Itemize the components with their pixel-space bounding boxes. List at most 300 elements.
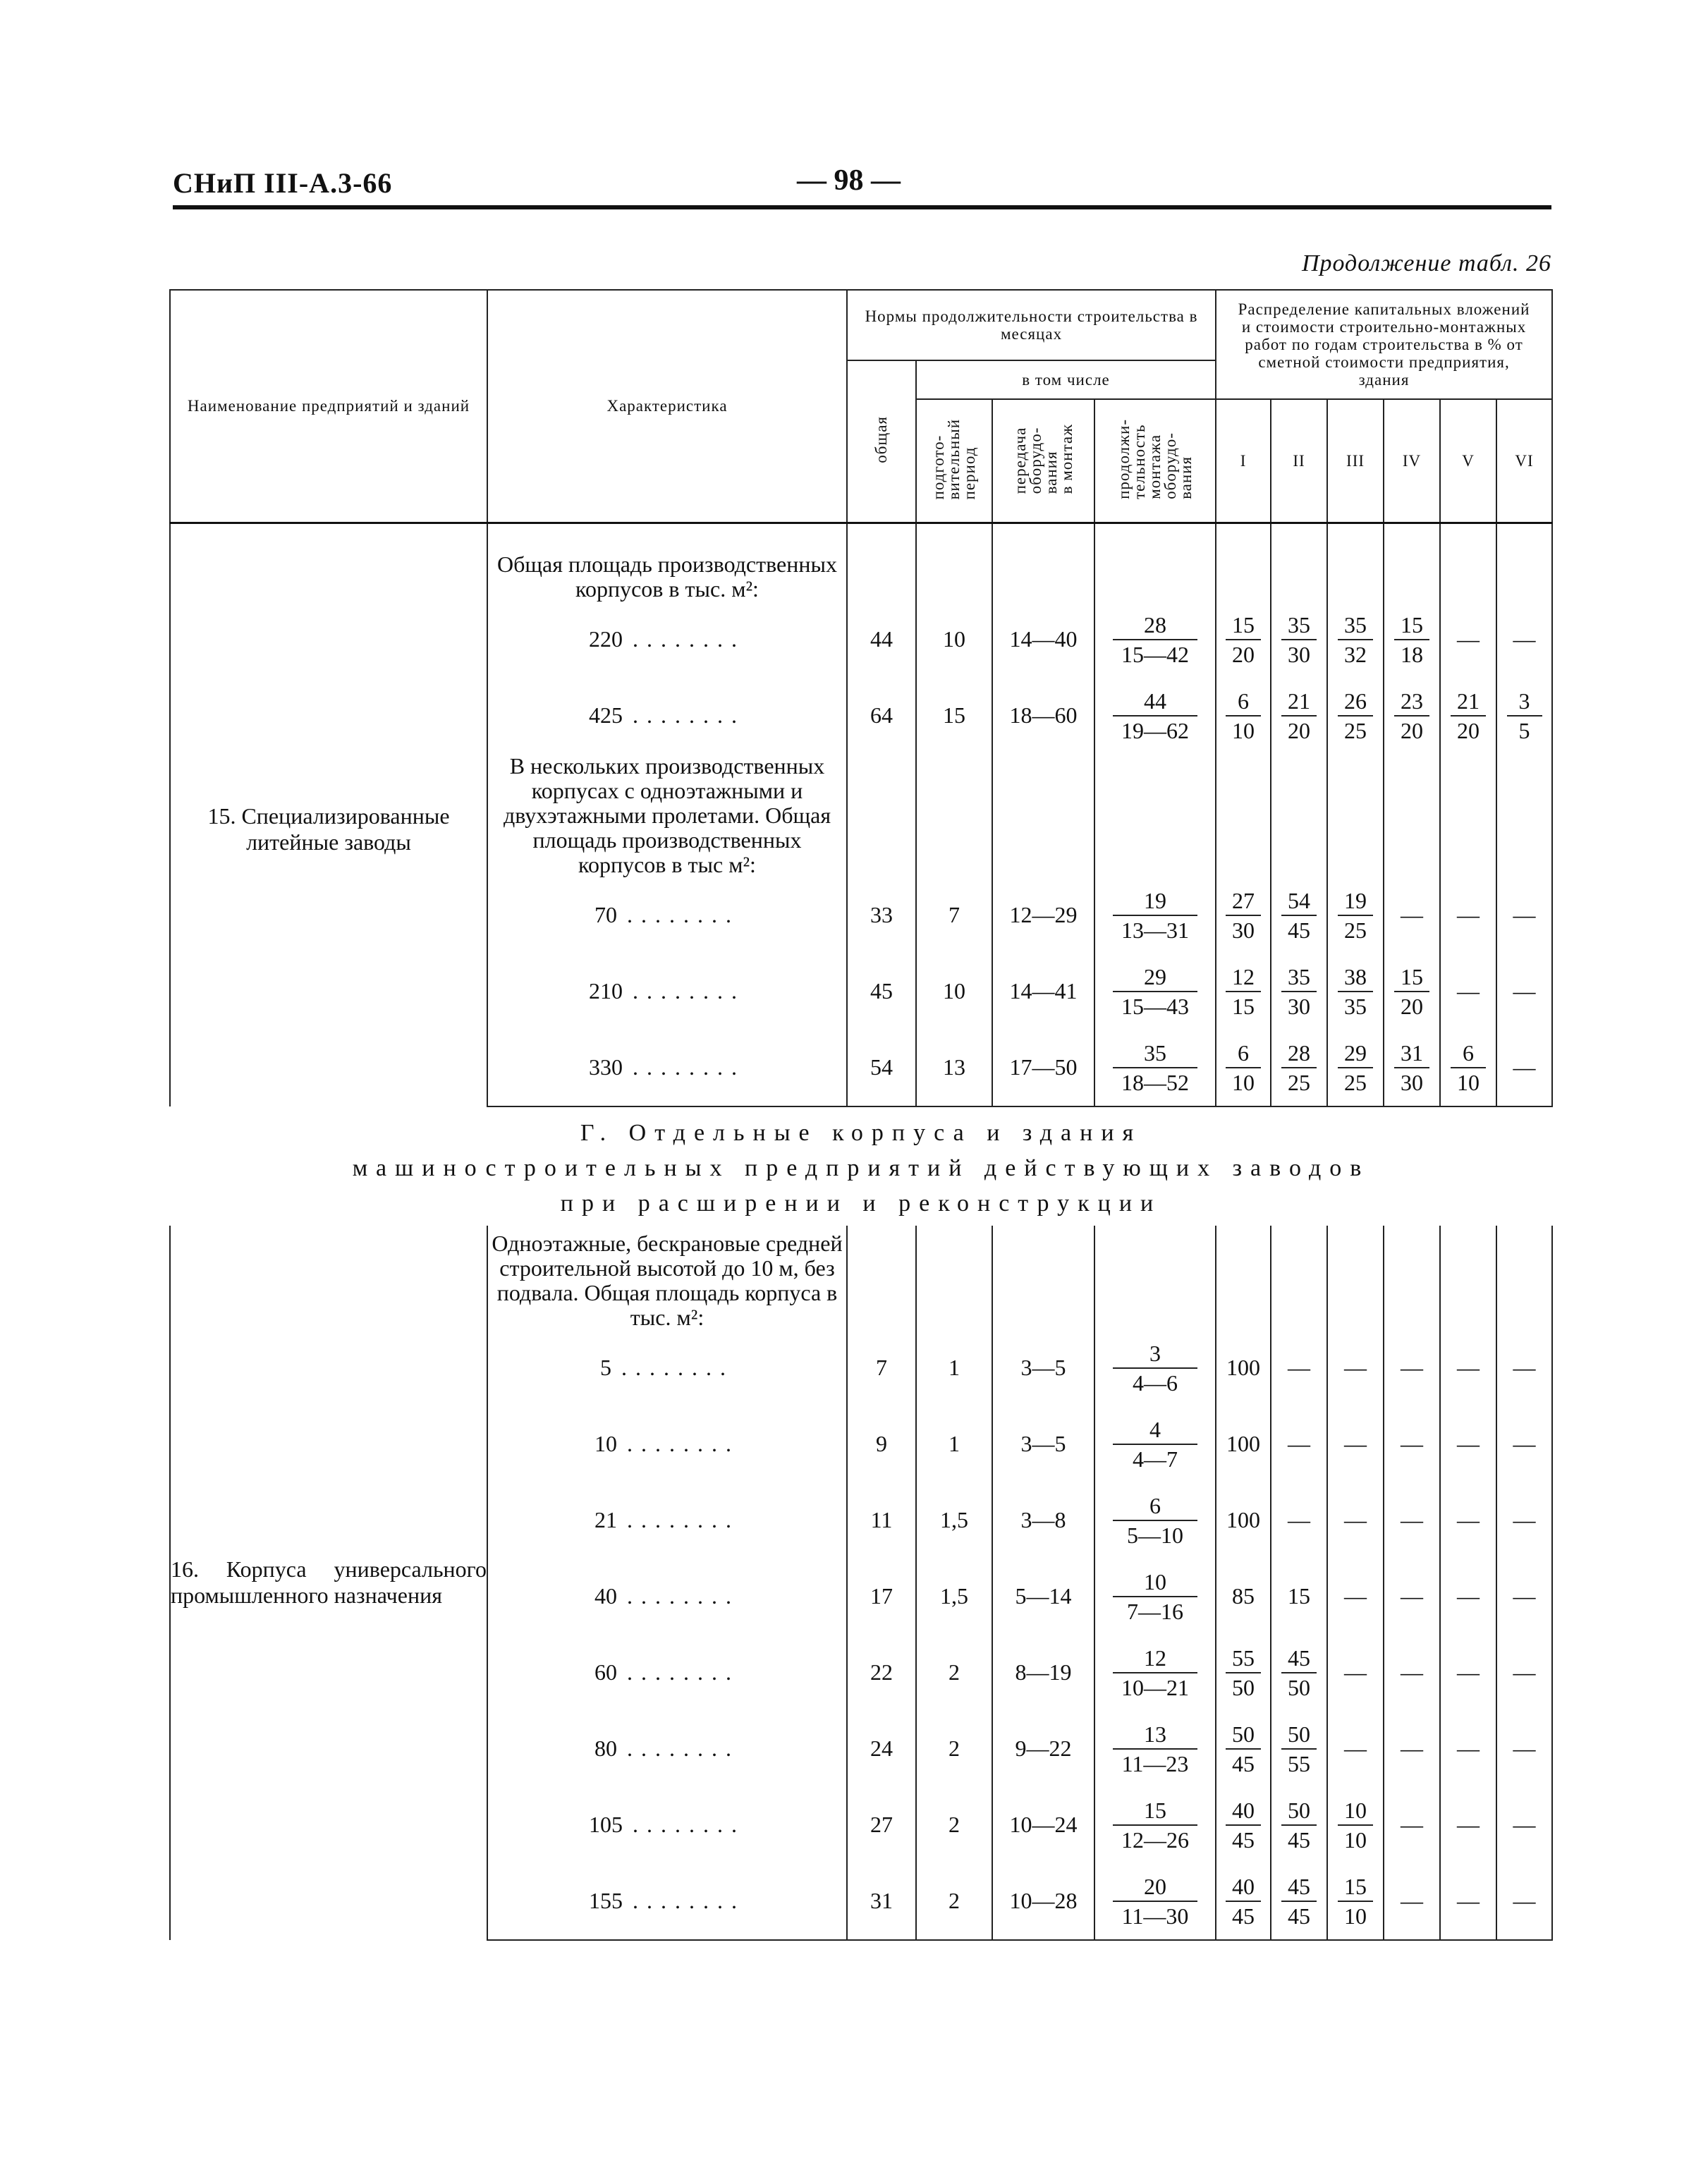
year-3-fraction-denominator: 25: [1344, 917, 1367, 943]
duration-cell: [1094, 1030, 1216, 1106]
document-code: СНиП III-А.3-66: [173, 167, 393, 199]
year-3-fraction-denominator: 10: [1344, 1826, 1367, 1853]
empty-cell: [1496, 523, 1552, 552]
duration-cell: [1094, 602, 1216, 678]
year-2-fraction-numerator: 50: [1281, 1796, 1317, 1826]
year-3-cell: —: [1327, 1559, 1384, 1635]
empty-cell: [1094, 1226, 1216, 1330]
year-6-cell: —: [1496, 953, 1552, 1030]
transfer-cell: 5—14: [992, 1559, 1094, 1635]
year-2-fraction: [1281, 1872, 1317, 1930]
year-5-cell: [1440, 678, 1496, 754]
year-6-cell: [1496, 678, 1552, 754]
year-4-cell: [1384, 602, 1440, 678]
col-header-duration: продолжи- тельность монтажа оборудо- вания: [1094, 399, 1216, 523]
year-5-cell: —: [1440, 1330, 1496, 1406]
year-1-fraction-denominator: 45: [1232, 1826, 1255, 1853]
transfer-cell: 8—19: [992, 1635, 1094, 1711]
year-4-fraction: [1394, 611, 1429, 669]
prep-cell: 10: [916, 953, 992, 1030]
prep-cell: 13: [916, 1030, 992, 1106]
year-4-cell: —: [1384, 1482, 1440, 1559]
transfer-cell: 3—5: [992, 1406, 1094, 1482]
empty-cell: [1094, 523, 1216, 552]
prep-cell: 1,5: [916, 1559, 992, 1635]
duration-fraction-denominator: 11—23: [1121, 1750, 1189, 1776]
transfer-cell: 10—28: [992, 1863, 1094, 1940]
section-g: [170, 1106, 1552, 1226]
section-g-line-3: при расширении и реконструкции: [560, 1190, 1162, 1216]
transfer-cell: 18—60: [992, 678, 1094, 754]
col-header-year-5: V: [1440, 399, 1496, 523]
prep-cell: 1,5: [916, 1482, 992, 1559]
duration-fraction-numerator: 35: [1113, 1039, 1197, 1068]
year-1-cell: [1216, 877, 1271, 953]
duration-fraction: [1113, 1039, 1197, 1097]
year-2-fraction-numerator: 21: [1281, 687, 1317, 716]
empty-cell: [487, 523, 847, 552]
year-6-cell: —: [1496, 1030, 1552, 1106]
table-header: [170, 290, 1552, 523]
year-3-fraction-denominator: 25: [1344, 1069, 1367, 1095]
year-1-cell: 85: [1216, 1559, 1271, 1635]
year-4-cell: —: [1384, 1711, 1440, 1787]
year-1-fraction: [1226, 886, 1261, 944]
prep-cell: 10: [916, 602, 992, 678]
year-1-fraction-numerator: 6: [1226, 687, 1261, 716]
total-cell: 44: [847, 602, 916, 678]
empty-cell: [1496, 1226, 1552, 1330]
year-1-fraction: [1226, 1872, 1261, 1930]
area-value: 60: [594, 1659, 617, 1685]
year-3-cell: [1327, 678, 1384, 754]
year-1-fraction: [1226, 687, 1261, 745]
duration-cell: [1094, 1406, 1216, 1482]
col-header-year-6: VI: [1496, 399, 1552, 523]
total-cell: 22: [847, 1635, 916, 1711]
leader-dots: ........: [627, 1583, 740, 1609]
total-cell: 33: [847, 877, 916, 953]
year-3-fraction-numerator: 35: [1338, 611, 1373, 640]
col-header-characteristic: Характеристика: [487, 290, 847, 523]
duration-fraction-numerator: 28: [1113, 611, 1197, 640]
transfer-cell: 10—24: [992, 1787, 1094, 1863]
duration-fraction-numerator: 13: [1113, 1720, 1197, 1750]
year-4-cell: —: [1384, 1863, 1440, 1940]
empty-cell: [1271, 523, 1327, 552]
year-2-fraction: [1281, 963, 1317, 1020]
empty-cell: [1271, 552, 1327, 602]
col-header-year-2: II: [1271, 399, 1327, 523]
year-2-fraction-denominator: 45: [1288, 1903, 1311, 1929]
empty-cell: [1384, 754, 1440, 877]
duration-cell: [1094, 1863, 1216, 1940]
year-1-fraction: [1226, 1720, 1261, 1778]
leader-dots: ........: [633, 1054, 745, 1080]
year-2-cell: —: [1271, 1406, 1327, 1482]
duration-cell: [1094, 1482, 1216, 1559]
empty-cell: [1094, 552, 1216, 602]
item-15-name-text: 15. Специализированные литейные заводы: [207, 803, 450, 855]
area-cell: [487, 1635, 847, 1711]
year-6-cell: —: [1496, 1787, 1552, 1863]
leader-dots: ........: [621, 1355, 734, 1380]
year-4-cell: —: [1384, 1559, 1440, 1635]
year-1-fraction: [1226, 611, 1261, 669]
year-5-fraction-numerator: 21: [1451, 687, 1486, 716]
year-2-fraction: [1281, 611, 1317, 669]
year-1-fraction-numerator: 50: [1226, 1720, 1261, 1750]
year-2-fraction: [1281, 1039, 1317, 1097]
area-cell: [487, 1711, 847, 1787]
year-2-fraction-numerator: 45: [1281, 1644, 1317, 1673]
leader-dots: ........: [633, 1888, 745, 1913]
header-rule: [173, 205, 1551, 209]
year-4-cell: —: [1384, 1635, 1440, 1711]
year-1-fraction-denominator: 20: [1232, 641, 1255, 667]
total-cell: 27: [847, 1787, 916, 1863]
year-1-fraction-numerator: 55: [1226, 1644, 1261, 1673]
year-2-fraction-denominator: 45: [1288, 917, 1311, 943]
empty-cell: [916, 523, 992, 552]
year-1-fraction: [1226, 1644, 1261, 1702]
year-3-cell: —: [1327, 1635, 1384, 1711]
area-value: 425: [589, 702, 623, 728]
empty-cell: [1094, 754, 1216, 877]
year-4-cell: —: [1384, 1787, 1440, 1863]
year-2-fraction: [1281, 1644, 1317, 1702]
area-cell: [487, 877, 847, 953]
year-6-cell: —: [1496, 1482, 1552, 1559]
year-6-cell: —: [1496, 1863, 1552, 1940]
empty-cell: [1440, 754, 1496, 877]
year-1-cell: 100: [1216, 1406, 1271, 1482]
year-1-cell: [1216, 678, 1271, 754]
year-3-fraction-denominator: 10: [1344, 1903, 1367, 1929]
year-3-fraction: [1338, 963, 1373, 1020]
empty-cell: [992, 523, 1094, 552]
year-1-fraction-denominator: 10: [1232, 717, 1255, 743]
duration-cell: [1094, 1711, 1216, 1787]
year-4-cell: [1384, 678, 1440, 754]
duration-fraction-denominator: 13—31: [1121, 917, 1190, 943]
duration-fraction-numerator: 12: [1113, 1644, 1197, 1673]
year-4-fraction-denominator: 20: [1401, 717, 1424, 743]
year-3-cell: —: [1327, 1406, 1384, 1482]
prep-cell: 15: [916, 678, 992, 754]
duration-fraction-denominator: 7—16: [1127, 1598, 1184, 1624]
year-2-cell: [1271, 1030, 1327, 1106]
year-1-fraction-denominator: 45: [1232, 1750, 1255, 1776]
total-cell: 31: [847, 1863, 916, 1940]
item-16-body: [170, 1226, 1552, 1940]
year-3-fraction-denominator: 25: [1344, 717, 1367, 743]
year-2-fraction-numerator: 54: [1281, 886, 1317, 916]
year-4-fraction-denominator: 30: [1401, 1069, 1424, 1095]
year-1-fraction-denominator: 50: [1232, 1674, 1255, 1700]
col-header-norms: Нормы продолжительности строительства в месяцах: [847, 290, 1216, 360]
year-5-cell: —: [1440, 1559, 1496, 1635]
year-2-cell: [1271, 1711, 1327, 1787]
duration-fraction-numerator: 19: [1113, 886, 1197, 916]
empty-cell: [1440, 552, 1496, 602]
area-value: 330: [589, 1054, 623, 1080]
year-1-cell: [1216, 602, 1271, 678]
year-3-cell: [1327, 1030, 1384, 1106]
year-2-fraction-denominator: 20: [1288, 717, 1311, 743]
empty-cell: [1216, 523, 1271, 552]
year-1-cell: [1216, 1863, 1271, 1940]
year-6-fraction-denominator: 5: [1518, 717, 1530, 743]
year-1-fraction-numerator: 15: [1226, 611, 1261, 640]
year-4-fraction-numerator: 23: [1394, 687, 1429, 716]
year-2-cell: [1271, 877, 1327, 953]
item-16-name-text: 16. Корпуса универсального промышленного назначения: [171, 1556, 487, 1608]
area-cell: [487, 1787, 847, 1863]
transfer-cell: 9—22: [992, 1711, 1094, 1787]
empty-cell: [1327, 754, 1384, 877]
leader-dots: ........: [633, 626, 745, 652]
area-value: 105: [589, 1812, 623, 1837]
empty-cell: [1384, 523, 1440, 552]
empty-cell: [1440, 523, 1496, 552]
year-2-fraction-numerator: 35: [1281, 963, 1317, 992]
col-header-year-4: IV: [1384, 399, 1440, 523]
duration-fraction: [1113, 1720, 1197, 1778]
duration-cell: [1094, 1559, 1216, 1635]
page-number: — 98 —: [797, 164, 901, 197]
year-2-fraction: [1281, 687, 1317, 745]
duration-fraction-numerator: 15: [1113, 1796, 1197, 1826]
empty-cell: [1327, 552, 1384, 602]
area-cell: [487, 953, 847, 1030]
area-value: 70: [594, 902, 617, 927]
empty-cell: [847, 754, 916, 877]
item-15-intro-2: В нескольких производственных корпусах с одноэтажными и двухэтажными пролетами. Общая площадь производственных корпусов в тыс м²:: [487, 754, 847, 877]
area-cell: [487, 1559, 847, 1635]
area-value: 5: [600, 1355, 611, 1380]
duration-cell: [1094, 877, 1216, 953]
duration-fraction: [1113, 1872, 1197, 1930]
empty-cell: [1496, 552, 1552, 602]
year-4-fraction: [1394, 687, 1429, 745]
year-5-cell: —: [1440, 1635, 1496, 1711]
section-g-line-2: машиностроительных предприятий действующих заводов: [352, 1154, 1370, 1181]
year-2-fraction-denominator: 30: [1288, 993, 1311, 1019]
duration-fraction-numerator: 4: [1113, 1415, 1197, 1445]
year-3-fraction: [1338, 1872, 1373, 1930]
year-1-cell: 100: [1216, 1330, 1271, 1406]
year-1-fraction-numerator: 6: [1226, 1039, 1261, 1068]
total-cell: 45: [847, 953, 916, 1030]
duration-cell: [1094, 953, 1216, 1030]
year-2-fraction-numerator: 28: [1281, 1039, 1317, 1068]
year-3-cell: [1327, 953, 1384, 1030]
duration-fraction: [1113, 1492, 1197, 1549]
section-g-line-1: Г. Отдельные корпуса и здания: [580, 1119, 1142, 1146]
year-1-fraction-denominator: 15: [1232, 993, 1255, 1019]
year-3-fraction-denominator: 32: [1344, 641, 1367, 667]
empty-cell: [1216, 552, 1271, 602]
year-3-fraction-numerator: 19: [1338, 886, 1373, 916]
duration-fraction-numerator: 6: [1113, 1492, 1197, 1521]
year-1-cell: [1216, 1635, 1271, 1711]
year-3-fraction-numerator: 29: [1338, 1039, 1373, 1068]
item-16-intro: Одноэтажные, бескрановые средней строительной высотой до 10 м, без подвала. Общая площадь корпуса в тыс. м²:: [487, 1226, 847, 1330]
item-15-body: [170, 523, 1552, 1106]
year-5-cell: —: [1440, 953, 1496, 1030]
col-header-distribution: Распределение капитальных вложений и стоимости строительно-монтажных работ по годам строительства в % от сметной стоимости предприятия, здания: [1216, 290, 1552, 399]
year-4-cell: [1384, 953, 1440, 1030]
year-3-fraction: [1338, 1039, 1373, 1097]
duration-fraction-denominator: 12—26: [1121, 1826, 1190, 1853]
duration-fraction: [1113, 611, 1197, 669]
year-2-fraction-denominator: 30: [1288, 641, 1311, 667]
year-4-cell: —: [1384, 1330, 1440, 1406]
total-cell: 17: [847, 1559, 916, 1635]
area-value: 210: [589, 978, 623, 1004]
year-6-fraction: [1507, 687, 1542, 745]
area-cell: [487, 602, 847, 678]
year-3-fraction: [1338, 886, 1373, 944]
year-5-cell: —: [1440, 1787, 1496, 1863]
year-1-cell: [1216, 1030, 1271, 1106]
year-1-fraction-numerator: 40: [1226, 1796, 1261, 1826]
duration-fraction: [1113, 963, 1197, 1020]
duration-fraction: [1113, 1644, 1197, 1702]
empty-cell: [1327, 523, 1384, 552]
table-continuation-note: Продолжение табл. 26: [1301, 250, 1551, 276]
empty-cell: [1327, 1226, 1384, 1330]
prep-cell: 2: [916, 1711, 992, 1787]
year-5-fraction-denominator: 10: [1457, 1069, 1480, 1095]
year-1-fraction-numerator: 27: [1226, 886, 1261, 916]
transfer-cell: 14—41: [992, 953, 1094, 1030]
empty-cell: [1496, 754, 1552, 877]
duration-cell: [1094, 1330, 1216, 1406]
year-2-fraction: [1281, 1720, 1317, 1778]
leader-dots: ........: [627, 902, 740, 927]
col-header-prep: подгото- вительный период: [916, 399, 992, 523]
transfer-cell: 12—29: [992, 877, 1094, 953]
empty-cell: [847, 523, 916, 552]
duration-fraction-numerator: 3: [1113, 1339, 1197, 1369]
year-5-fraction: [1451, 1039, 1486, 1097]
year-5-fraction-denominator: 20: [1457, 717, 1480, 743]
empty-cell: [916, 1226, 992, 1330]
year-2-cell: [1271, 1635, 1327, 1711]
leader-dots: ........: [627, 1659, 740, 1685]
year-2-fraction: [1281, 886, 1317, 944]
area-value: 10: [594, 1431, 617, 1456]
year-2-cell: [1271, 678, 1327, 754]
year-2-fraction-denominator: 45: [1288, 1826, 1311, 1853]
item-15-name: [170, 523, 487, 1106]
year-3-fraction-denominator: 35: [1344, 993, 1367, 1019]
duration-fraction-denominator: 10—21: [1121, 1674, 1190, 1700]
col-header-year-3: III: [1327, 399, 1384, 523]
duration-fraction: [1113, 1339, 1197, 1397]
year-3-cell: [1327, 877, 1384, 953]
year-1-fraction-denominator: 30: [1232, 917, 1255, 943]
year-1-fraction: [1226, 1039, 1261, 1097]
duration-cell: [1094, 1635, 1216, 1711]
year-4-fraction-denominator: 20: [1401, 993, 1424, 1019]
year-6-cell: —: [1496, 1559, 1552, 1635]
prep-cell: 1: [916, 1406, 992, 1482]
empty-cell: [1384, 552, 1440, 602]
year-3-cell: [1327, 602, 1384, 678]
total-cell: 11: [847, 1482, 916, 1559]
area-cell: [487, 1863, 847, 1940]
year-3-fraction-numerator: 10: [1338, 1796, 1373, 1826]
empty-cell: [1440, 1226, 1496, 1330]
area-value: 80: [594, 1736, 617, 1761]
year-6-cell: —: [1496, 1406, 1552, 1482]
year-1-fraction: [1226, 1796, 1261, 1854]
area-cell: [487, 678, 847, 754]
year-3-fraction: [1338, 611, 1373, 669]
duration-cell: [1094, 678, 1216, 754]
year-4-cell: [1384, 1030, 1440, 1106]
duration-fraction: [1113, 1568, 1197, 1626]
year-2-cell: [1271, 1787, 1327, 1863]
spacer-row: [170, 523, 1552, 552]
prep-cell: 2: [916, 1635, 992, 1711]
year-2-cell: 15: [1271, 1559, 1327, 1635]
year-4-fraction-numerator: 15: [1394, 611, 1429, 640]
col-header-transfer: передача оборудо- вания в монтаж: [992, 399, 1094, 523]
item-16-name: [170, 1226, 487, 1940]
duration-fraction-numerator: 29: [1113, 963, 1197, 992]
area-value: 40: [594, 1583, 617, 1609]
leader-dots: ........: [633, 1812, 745, 1837]
section-g-title: [170, 1106, 1552, 1226]
leader-dots: ........: [627, 1431, 740, 1456]
norms-table: [169, 289, 1553, 1941]
duration-fraction-denominator: 11—30: [1121, 1903, 1189, 1929]
empty-cell: [847, 552, 916, 602]
area-cell: [487, 1406, 847, 1482]
duration-fraction-denominator: 5—10: [1127, 1522, 1184, 1548]
total-cell: 64: [847, 678, 916, 754]
year-5-fraction: [1451, 687, 1486, 745]
leader-dots: ........: [627, 1507, 740, 1532]
year-1-fraction-numerator: 40: [1226, 1872, 1261, 1902]
year-2-fraction-numerator: 45: [1281, 1872, 1317, 1902]
duration-fraction: [1113, 1796, 1197, 1854]
duration-fraction-denominator: 4—7: [1133, 1446, 1178, 1472]
year-5-cell: —: [1440, 1482, 1496, 1559]
year-4-fraction-numerator: 31: [1394, 1039, 1429, 1068]
year-2-fraction-denominator: 25: [1288, 1069, 1311, 1095]
year-3-fraction-numerator: 15: [1338, 1872, 1373, 1902]
year-3-fraction-numerator: 26: [1338, 687, 1373, 716]
transfer-cell: 14—40: [992, 602, 1094, 678]
year-3-fraction-numerator: 38: [1338, 963, 1373, 992]
year-6-fraction-numerator: 3: [1507, 687, 1542, 716]
year-5-cell: —: [1440, 1406, 1496, 1482]
year-6-cell: —: [1496, 602, 1552, 678]
area-value: 21: [594, 1507, 617, 1532]
year-6-cell: —: [1496, 1711, 1552, 1787]
empty-cell: [1216, 1226, 1271, 1330]
year-2-cell: [1271, 1863, 1327, 1940]
year-5-cell: [1440, 1030, 1496, 1106]
year-3-cell: —: [1327, 1482, 1384, 1559]
area-value: 155: [589, 1888, 623, 1913]
year-2-fraction-numerator: 35: [1281, 611, 1317, 640]
